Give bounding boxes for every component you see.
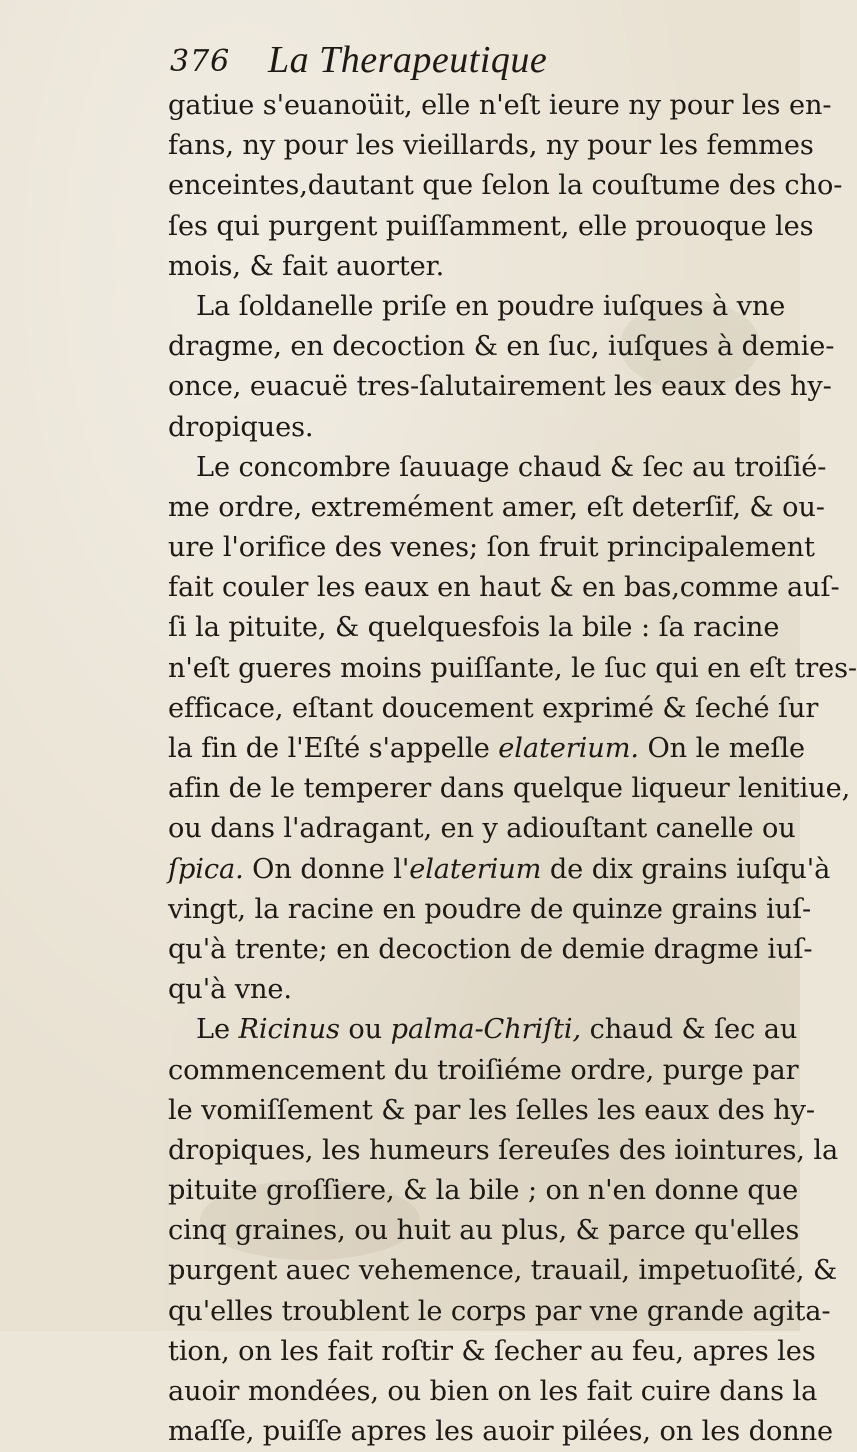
text-segment: afin de le temperer dans quelque liqueur lenitiue,	[168, 773, 851, 805]
text-segment: dropiques, les humeurs ſereuſes des iointures, la	[168, 1134, 839, 1166]
text-line	[168, 1051, 798, 1091]
text-line	[168, 207, 814, 247]
text-line	[168, 1332, 816, 1372]
text-segment: dragme, en decoction & en ſuc, iuſques à demie-	[168, 331, 835, 363]
text-line	[168, 890, 812, 930]
text-segment: purgent auec vehemence, trauail, impetuoſité, &	[168, 1255, 838, 1287]
text-segment: auoir mondées, ou bien on les fait cuire dans la	[168, 1376, 818, 1407]
text-line	[168, 729, 805, 769]
text-line	[168, 608, 798, 648]
text-line	[168, 448, 827, 488]
italic-term: palma-Chriſti,	[390, 1014, 582, 1046]
text-line	[168, 1171, 798, 1211]
text-segment: ou dans l'adragant, en y adiouſtant canelle ou	[168, 813, 796, 845]
italic-term: elaterium.	[498, 733, 639, 764]
text-segment: pituite groſſiere, & la bile ; on n'en donne que	[168, 1175, 799, 1207]
body-text	[168, 86, 857, 1452]
text-segment: gatiue s'euanoüit, elle n'eſt ieure ny pour les en-	[168, 90, 832, 121]
text-line	[168, 86, 832, 126]
text-segment: dropiques.	[168, 411, 314, 443]
text-segment: ure l'orifice des venes; ſon fruit principalement	[168, 532, 815, 564]
text-line	[168, 247, 798, 287]
text-segment: tion, on les fait roſtir & ſecher au feu, apres les	[168, 1335, 816, 1367]
text-segment: vingt, la racine en poudre de quinze grains iuſ-	[168, 893, 812, 925]
text-line	[168, 367, 832, 407]
text-segment: le vomiſſement & par les ſelles les eaux des hy-	[168, 1094, 815, 1126]
text-line	[168, 1292, 831, 1332]
text-line	[168, 1372, 818, 1412]
text-segment: On donne l'	[243, 853, 410, 885]
text-segment: qu'à trente; en decoction de demie dragme iuſ-	[168, 933, 813, 965]
text-line	[168, 649, 857, 689]
text-line	[168, 769, 851, 809]
italic-term: ſpica.	[168, 853, 244, 885]
text-segment: La ſoldanelle priſe en poudre iuſques à vne	[196, 290, 786, 322]
text-line	[168, 488, 825, 528]
text-segment: enceintes,dautant que ſelon la couſtume des cho-	[168, 170, 843, 202]
text-segment: ſes qui purgent puiſſamment, elle prouoque les	[168, 210, 814, 242]
text-line	[168, 287, 798, 327]
text-line	[168, 166, 843, 206]
text-segment: la fin de l'Eſté s'appelle	[168, 733, 499, 764]
text-segment: qu'elles troublent le corps par vne grande agita-	[168, 1295, 831, 1327]
text-segment: commencement du troiſiéme ordre, purge par	[168, 1054, 799, 1086]
text-segment: Le concombre ſauuage chaud & ſec au troiſié-	[196, 451, 827, 483]
text-segment: me ordre, extremément amer, eſt deterſif, & ou-	[168, 491, 825, 523]
text-line	[168, 930, 813, 970]
text-line	[168, 1251, 838, 1291]
text-line	[168, 689, 819, 729]
text-segment: fans, ny pour les vieillards, ny pour les femmes	[168, 130, 814, 162]
text-line	[168, 528, 815, 568]
text-line	[168, 1131, 839, 1171]
text-segment: cinq graines, ou huit au plus, & parce qu'elles	[168, 1215, 800, 1247]
text-line	[168, 1091, 815, 1131]
text-segment: once, euacuë tres-ſalutairement les eaux des hy-	[168, 371, 832, 403]
text-segment: n'eſt gueres moins puiſſante, le ſuc qui en eſt tres-	[168, 652, 857, 684]
text-segment: qu'à vne.	[168, 974, 292, 1006]
text-segment: chaud & ſec au	[581, 1014, 798, 1046]
text-line	[168, 970, 798, 1010]
text-segment: fait couler les eaux en haut & en bas,comme auſ-	[168, 572, 840, 604]
text-line	[168, 1412, 834, 1452]
text-segment: ſi la pituite, & quelquesfois la bile : ſa racine	[168, 612, 780, 644]
text-segment: efficace, eſtant doucement exprimé & ſeché ſur	[168, 692, 819, 724]
text-segment: de dix grains iuſqu'à	[541, 853, 831, 885]
italic-term: elaterium	[409, 853, 542, 885]
text-line	[168, 408, 798, 448]
italic-term: Ricinus	[238, 1014, 340, 1046]
running-title: La Therapeutique	[268, 39, 548, 81]
text-line	[168, 809, 798, 849]
text-segment: mois, & fait auorter.	[168, 250, 445, 282]
text-line	[168, 1010, 798, 1050]
page-number: 376	[170, 44, 231, 79]
text-line	[168, 327, 835, 367]
text-line	[168, 850, 831, 890]
text-segment: On le meſle	[638, 733, 805, 764]
text-line	[168, 1211, 798, 1251]
text-line	[168, 126, 814, 166]
text-segment: Le	[196, 1014, 239, 1046]
text-segment: maſſe, puiſſe apres les auoir pilées, on les donne	[168, 1416, 834, 1448]
text-segment: ou	[339, 1014, 391, 1046]
text-line	[168, 568, 840, 608]
